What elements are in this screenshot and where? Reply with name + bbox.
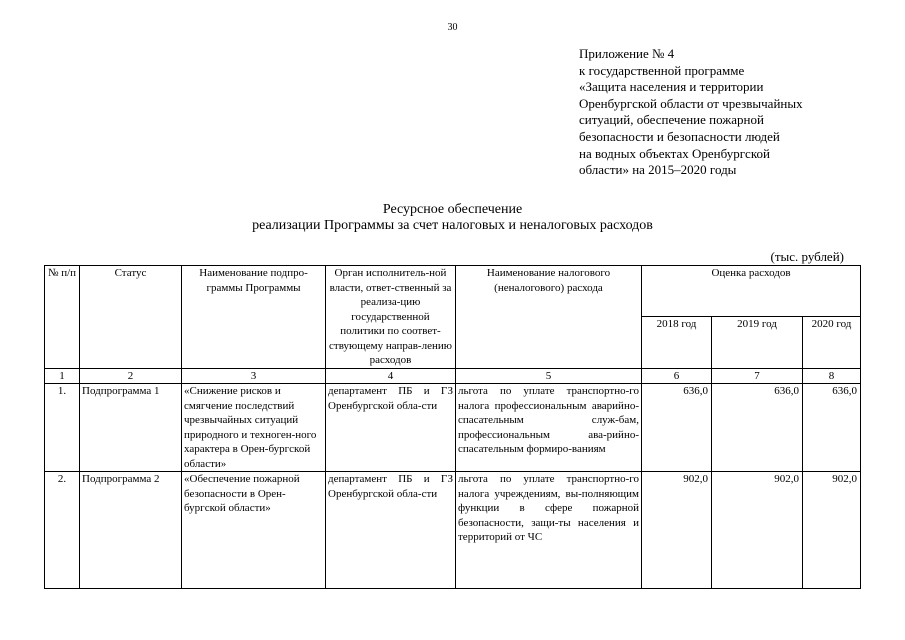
row-tax-expense: льгота по уплате транспортно-го налога учреждениям, вы-полняющим функции в сфере пожарной безопасности, защи-ты населения и территорий от ЧС <box>456 472 642 589</box>
appendix-line: к государственной программе <box>579 62 745 78</box>
appendix-line: Приложение № 4 <box>579 46 675 61</box>
column-number: 5 <box>456 368 642 384</box>
header-year-2018: 2018 год <box>642 317 712 368</box>
resource-table <box>44 265 861 589</box>
column-number: 6 <box>642 368 712 384</box>
table-row <box>45 472 861 589</box>
row-num: 1. <box>45 384 80 472</box>
appendix-line: Оренбургской области от чрезвычайных <box>579 95 803 111</box>
table-row <box>45 384 861 472</box>
row-value-2020: 636,0 <box>803 384 861 472</box>
column-number: 3 <box>182 368 326 384</box>
column-number: 1 <box>45 368 80 384</box>
units-label: (тыс. рублей) <box>770 249 844 264</box>
appendix-line: на водных объектах Оренбургской <box>579 145 770 161</box>
appendix-line: «Защита населения и территории <box>579 79 764 95</box>
column-number: 2 <box>80 368 182 384</box>
row-value-2018: 636,0 <box>642 384 712 472</box>
row-tax-expense: льгота по уплате транспортно-го налога профессиональным аварийно-спасательным служ-бам, профессиональным ава-рийно-спасательным формиро-ваниям <box>456 384 642 472</box>
row-status: Подпрограмма 1 <box>80 384 182 472</box>
column-number-row <box>45 368 861 384</box>
header-status: Статус <box>80 266 182 369</box>
header-num: № п/п <box>45 266 80 369</box>
header-subprogram: Наименование подпро-граммы Программы <box>182 266 326 369</box>
row-value-2018: 902,0 <box>642 472 712 589</box>
row-authority: департамент ПБ и ГЗ Оренбургской обла-сти <box>326 472 456 589</box>
row-subprogram: «Снижение рисков и смягчение последствий чрезвычайных ситуаций природного и техноген-ного характера в Орен-бургской области» <box>182 384 326 472</box>
column-number: 4 <box>326 368 456 384</box>
header-authority: Орган исполнитель-ной власти, ответ-ственный за реализа-цию государственной политики по соответ-ствующему направ-лению расходов <box>326 266 456 369</box>
document-subtitle: реализации Программы за счет налоговых и неналоговых расходов <box>252 218 653 233</box>
header-expense-estimate: Оценка расходов <box>642 266 861 317</box>
column-number: 7 <box>712 368 803 384</box>
row-status: Подпрограмма 2 <box>80 472 182 589</box>
page-number: 30 <box>447 22 458 33</box>
row-value-2019: 902,0 <box>712 472 803 589</box>
appendix-line: ситуаций, обеспечение пожарной <box>579 112 764 128</box>
row-value-2019: 636,0 <box>712 384 803 472</box>
row-value-2020: 902,0 <box>803 472 861 589</box>
row-authority: департамент ПБ и ГЗ Оренбургской обла-сти <box>326 384 456 472</box>
row-num: 2. <box>45 472 80 589</box>
appendix-line: безопасности и безопасности людей <box>579 128 780 144</box>
column-number: 8 <box>803 368 861 384</box>
appendix-header <box>579 46 879 179</box>
header-year-2019: 2019 год <box>712 317 803 368</box>
document-title: Ресурсное обеспечение <box>382 202 523 217</box>
appendix-line: области» на 2015–2020 годы <box>579 162 737 178</box>
header-year-2020: 2020 год <box>803 317 861 368</box>
header-tax-expense-name: Наименование налогового (неналогового) расхода <box>456 266 642 369</box>
row-subprogram: «Обеспечение пожарной безопасности в Орен-бургской области» <box>182 472 326 589</box>
